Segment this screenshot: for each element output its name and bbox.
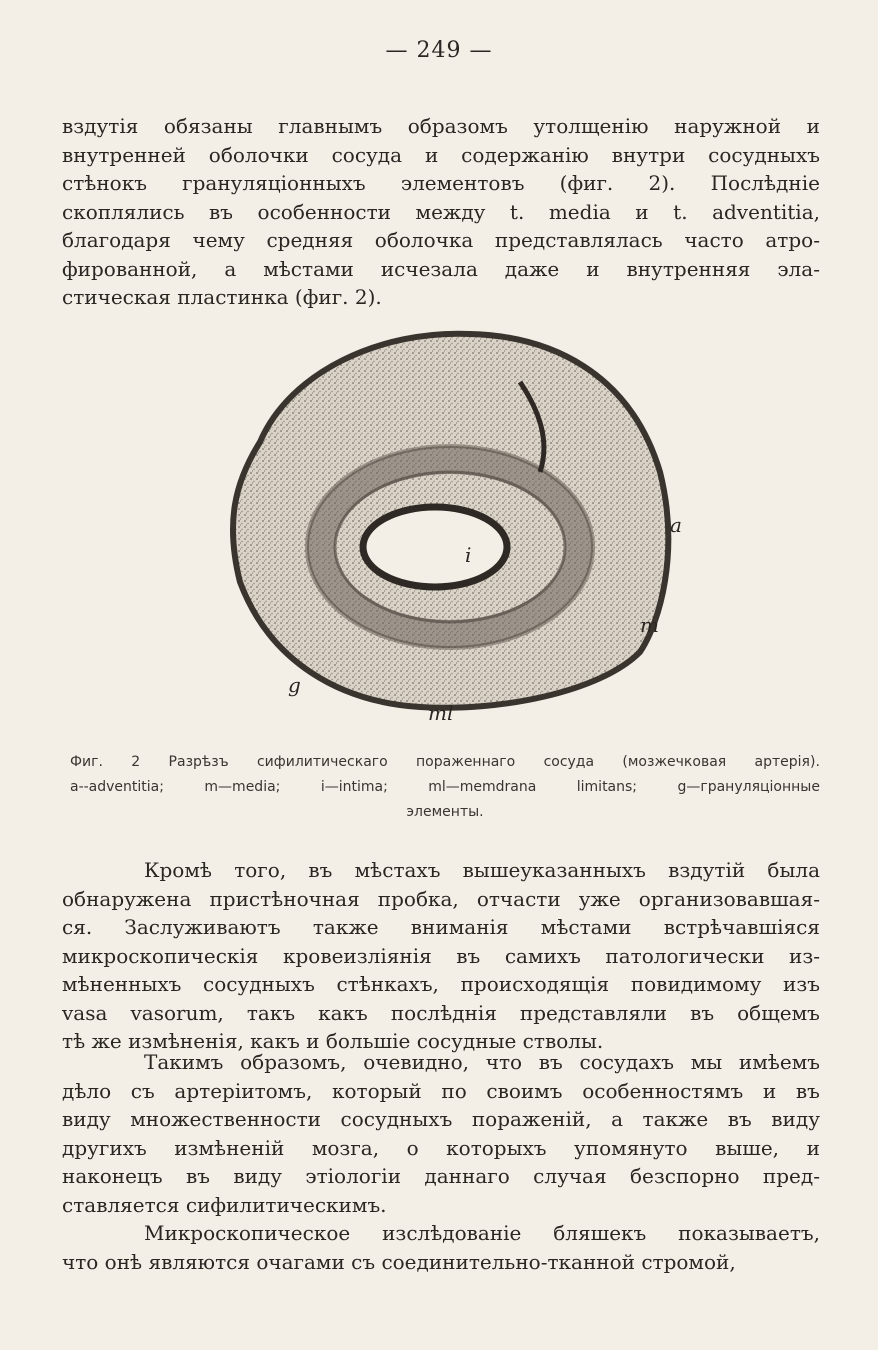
- text-line: скоплялись въ особенности между t. media и t. adventitia,: [62, 199, 820, 224]
- figure-label-m: m: [640, 613, 659, 637]
- paragraph-1: [62, 112, 820, 312]
- page-number: — 249 —: [385, 38, 493, 63]
- text-line: vasa vasorum, такъ какъ послѣднія представляли въ общемъ: [62, 1000, 820, 1025]
- text-line: ставляется сифилитическимъ.: [62, 1192, 387, 1217]
- text-line: Микроскопическое изслѣдованіе бляшекъ показываетъ,: [144, 1221, 820, 1245]
- text-line: наконецъ въ виду этіологіи даннаго случая безспорно пред-: [62, 1164, 820, 1188]
- paragraph-2: [62, 856, 820, 1056]
- caption-line-3: элементы.: [406, 804, 484, 820]
- text-line: благодаря чему средняя оболочка представлялась часто атро-: [62, 228, 820, 252]
- text-line: стѣнокъ грануляціонныхъ элементовъ (фиг. 2). Послѣдніе: [62, 171, 820, 195]
- text-line: виду множественности сосудныхъ пораженій, а также въ виду: [62, 1107, 820, 1131]
- caption-line-2: a--adventitia; m—media; i—intima; ml—memdrana limitans; g—грануляціонные: [70, 779, 820, 795]
- text-line: другихъ измѣненій мозга, о которыхъ упомянуто выше, и: [62, 1135, 820, 1160]
- paragraph-4: [62, 1219, 820, 1276]
- text-line: стическая пластинка (фиг. 2).: [62, 285, 382, 309]
- text-line: мѣненныхъ сосудныхъ стѣнкахъ, происходящія повидимому изъ: [62, 972, 820, 996]
- text-line: вздутія обязаны главнымъ образомъ утолщенію наружной и: [62, 114, 820, 138]
- text-line: внутренней оболочки сосуда и содержанію внутри сосудныхъ: [62, 142, 820, 167]
- text-line: микроскопическія кровеизліянія въ самихъ патологически из-: [62, 943, 820, 968]
- text-line: что онѣ являются очагами съ соединительно-тканной стромой,: [62, 1249, 736, 1274]
- text-line: дѣло съ артеріитомъ, который по своимъ особенностямъ и въ: [62, 1078, 820, 1103]
- figure-label-g: g: [288, 673, 301, 697]
- artery-cross-section-figure: [220, 322, 700, 722]
- text-line: Такимъ образомъ, очевидно, что въ сосудахъ мы имѣемъ: [144, 1050, 820, 1074]
- text-line: обнаружена пристѣночная пробка, отчасти уже организовавшая-: [62, 886, 820, 911]
- text-line: тѣ же измѣненія, какъ и большіе сосудные стволы.: [62, 1029, 604, 1053]
- text-line: Кромѣ того, въ мѣстахъ вышеуказанныхъ вздутій была: [144, 858, 820, 882]
- caption-line-1: Фиг. 2 Разрѣзъ сифилитическаго пораженнаго сосуда (мозжечковая артерія).: [70, 754, 820, 770]
- figure-caption: [70, 750, 820, 825]
- figure-label-ml: ml: [428, 701, 454, 722]
- text-line: фированной, а мѣстами исчезала даже и внутренняя эла-: [62, 256, 820, 281]
- paragraph-3: [62, 1048, 820, 1219]
- text-line: ся. Заслуживаютъ также вниманія мѣстами встрѣчавшіяся: [62, 915, 820, 939]
- figure-label-a: a: [670, 513, 682, 537]
- lumen: [363, 507, 507, 587]
- figure-label-i: i: [465, 543, 472, 567]
